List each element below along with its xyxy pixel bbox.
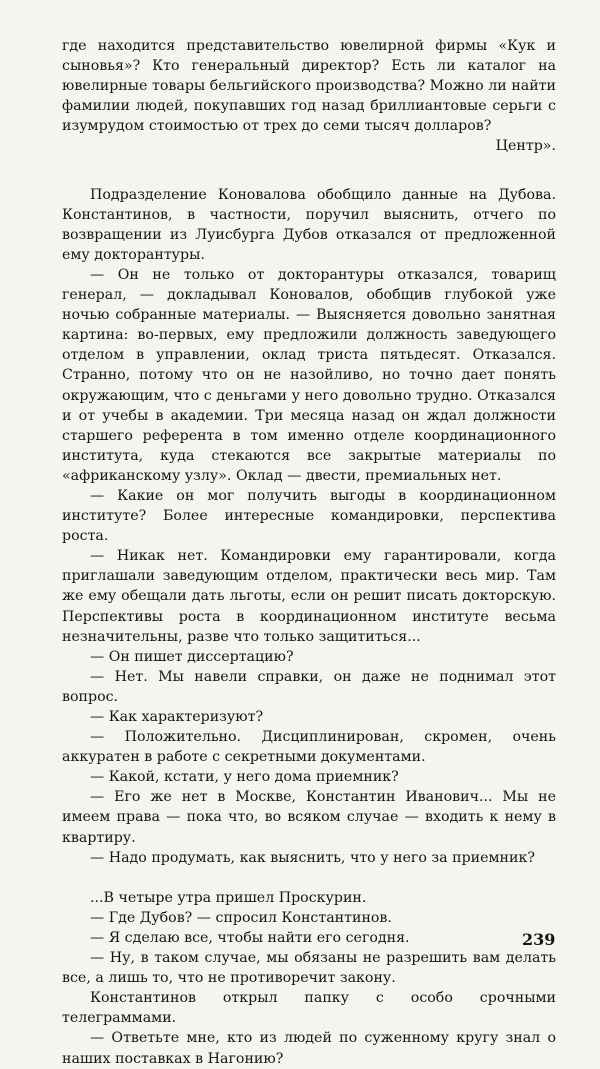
section-gap <box>62 868 556 888</box>
paragraph: ...В четыре утра пришел Проскурин. <box>90 889 367 906</box>
dialogue-line: — Положительно. Дисциплинирован, скромен, очень аккуратен в работе с секретными документами. <box>62 729 556 766</box>
dialogue-line: — Ответьте мне, кто из людей по суженному кругу знал о наших поставках в Нагонию? <box>62 1030 556 1067</box>
dialogue-line: — Ну, в таком случае, мы обязаны не разрешить вам делать все, а лишь то, что не противоречит закону. <box>62 950 556 987</box>
page-text <box>62 36 556 1069</box>
dialogue-line: — Как характеризуют? <box>90 709 264 725</box>
dialogue-line: — Какой, кстати, у него дома приемник? <box>90 769 399 786</box>
top-paragraph: где находится представительство ювелирной фирмы «Кук и сыновья»? Кто генеральный директор? Есть ли каталог на ювелирные товары бельгийского производства? Можно ли найти фамилии людей, покупавших год назад бриллиантовые серьги с изумрудом стоимостью от трех до семи тысяч долларов? <box>62 38 556 135</box>
dialogue-line: — Какие он мог получить выгоды в координационном институте? Более интересные командировки, перспектива роста. <box>62 487 556 545</box>
dialogue-line: — Никак нет. Командировки ему гарантировали, когда приглашали заведующим отделом, практически весь мир. Там же ему обещали дать льготы, если он решит писать докторскую. Перспективы роста в координационном институте весьма незначительны, разве что только защититься... <box>62 548 556 645</box>
paragraph: Подразделение Коновалова обобщило данные на Дубова. Константинов, в частности, поручил выяснить, отчего по возвращении из Луисбурга Дубов отказался от предложенной ему докторантуры. <box>62 186 556 263</box>
dialogue-line: — Где Дубов? — спросил Константинов. <box>90 909 392 926</box>
dialogue-line: — Нет. Мы навели справки, он даже не поднимал этот вопрос. <box>62 668 556 705</box>
dialogue-line: — Он пишет диссертацию? <box>90 648 294 665</box>
dialogue-line: — Он не только от докторантуры отказался, товарищ генерал, — докладывал Коновалов, обобщив глубокой уже ночью собранные материалы. — Выясняется довольно занятная картина: во-первых, ему предложили должность заведующего отделом в управлении, оклад триста пятьдесят. Отказался. Странно, потому что он не назойливо, но точно дает понять окружающим, что с деньгами у него довольно трудно. Отказался и от учебы в академии. Три месяца назад он ждал должности старшего референта в том именно отделе координационного института, куда стекаются все закрытые материалы по «африканскому узлу». Оклад — двести, премиальных нет. <box>62 266 556 484</box>
page-number: 239 <box>522 930 556 949</box>
signature: Центр». <box>495 138 556 155</box>
dialogue-line: — Его же нет в Москве, Константин Иванович... Мы не имеем права — пока что, во всяком случае — входить к нему в квартиру. <box>62 789 556 846</box>
dialogue-line: — Я сделаю все, чтобы найти его сегодня. <box>90 929 410 946</box>
section-gap <box>62 157 556 185</box>
dialogue-line: — Надо продумать, как выяснить, что у него за приемник? <box>90 849 535 866</box>
paragraph: Константинов открыл папку с особо срочными телеграммами. <box>62 990 556 1027</box>
